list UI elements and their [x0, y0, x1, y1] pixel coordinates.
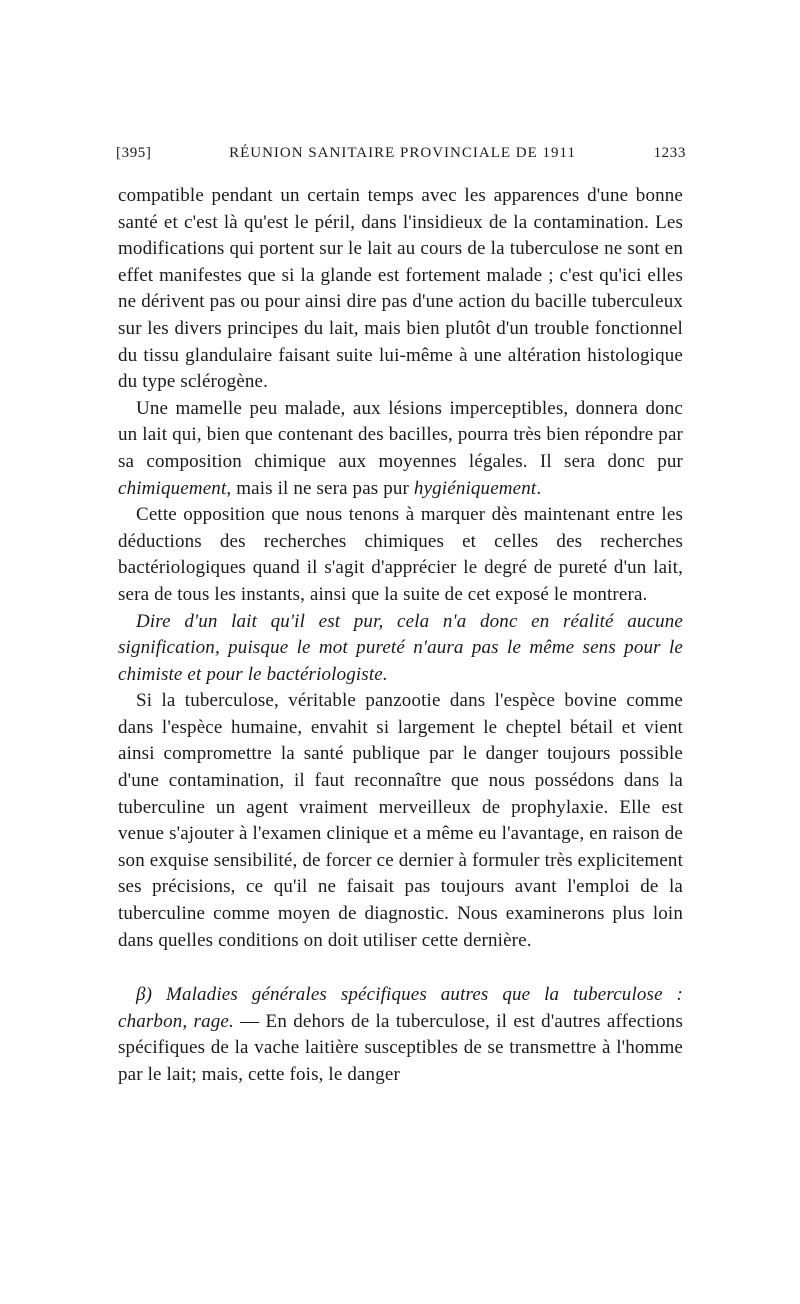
- paragraph-2: [118, 396, 683, 502]
- paragraph-6: [118, 982, 683, 1088]
- paragraph-2-text-c: .: [536, 477, 542, 499]
- paragraph-2-emphasis-1: chimiquement: [118, 477, 227, 499]
- page: [116, 145, 686, 1089]
- page-number: 1233: [653, 145, 686, 161]
- paragraph-3: Cette opposition que nous tenons à marquer dès maintenant entre les déductions des recherches chimiques et celles des recherches bactériologiques quand il s'agit d'apprécier le degré de pureté d'un lait, sera de tous les instants, ainsi que la suite de cet exposé le montrera.: [118, 504, 683, 605]
- paragraph-2-text-a: Une mamelle peu malade, aux lésions imperceptibles, donnera donc un lait qui, bien que contenant des bacilles, pourra très bien répondre par sa composition chimique aux moyennes légales. Il sera donc pur: [118, 397, 683, 472]
- page-reference: [395]: [116, 145, 152, 161]
- paragraph-5: Si la tuberculose, véritable panzootie dans l'espèce bovine comme dans l'espèce humaine, envahit si largement le cheptel bétail et vient ainsi compromettre la santé publique par le danger toujours possible d'une contamination, il faut reconnaître que nous possédons dans la tuberculine un agent vraiment merveilleux de prophylaxie. Elle est venue s'ajouter à l'examen clinique et a même eu l'avantage, en raison de son exquise sensibilité, de forcer ce dernier à formuler très explicitement ses précisions, ce qu'il ne faisait pas toujours avant l'emploi de la tuberculine comme moyen de diagnostic. Nous examinerons plus loin dans quelles conditions on doit utiliser cette dernière.: [118, 690, 683, 951]
- body-text: [118, 183, 683, 1089]
- running-head: [116, 145, 686, 175]
- paragraph-1: compatible pendant un certain temps avec les apparences d'une bonne santé et c'est là qu'est le péril, dans l'insidieux de la contamination. Les modifications qui portent sur le lait au cours de la tuberculose ne sont en effet manifestes que si la glande est fortement malade ; c'est qu'ici elles ne dérivent pas ou pour ainsi dire pas d'une action du bacille tuberculeux sur les divers principes du lait, mais bien plutôt d'un trouble fonctionnel du tissu glandulaire faisant suite lui-même à une altération histologique du type sclérogène.: [118, 185, 683, 393]
- paragraph-2-text-b: , mais il ne sera pas pur: [226, 477, 414, 499]
- paragraph-4: Dire d'un lait qu'il est pur, cela n'a donc en réalité aucune signification, puisque le mot pureté n'aura pas le même sens pour le chimiste et pour le bactériologiste.: [118, 610, 683, 685]
- section-heading: β) Maladies générales spécifiques autres que la tuberculose : charbon, rage.: [118, 984, 683, 1032]
- paragraph-2-emphasis-2: hygiéniquement: [413, 477, 537, 499]
- running-title: RÉUNION SANITAIRE PROVINCIALE DE 1911: [229, 145, 576, 161]
- paragraph-6-text: — En dehors de la tuberculose, il est d'autres affections spécifiques de la vache laitière susceptibles de se transmettre à l'homme par le lait; mais, cette fois, le danger: [118, 1010, 683, 1085]
